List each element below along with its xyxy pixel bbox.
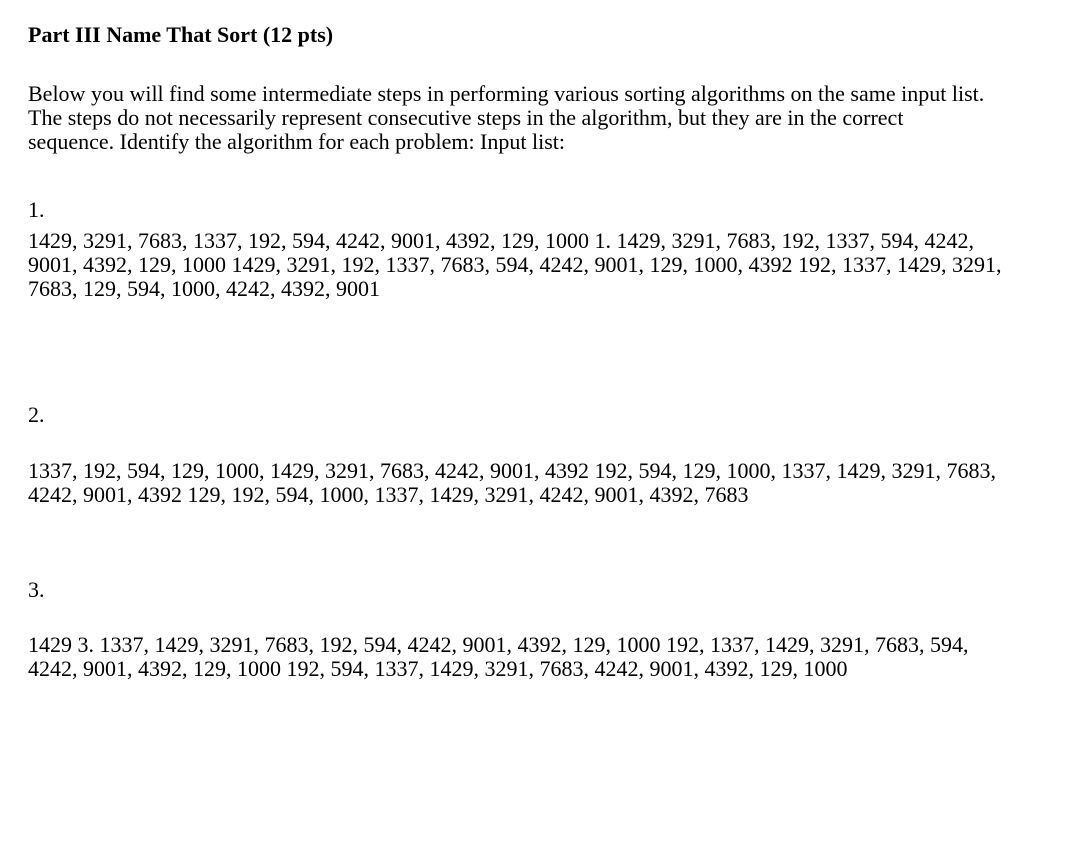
section-heading: Part III Name That Sort (12 pts) xyxy=(28,22,334,47)
problem-3-number: 3. xyxy=(28,577,45,602)
intro-paragraph: Below you will find some intermediate steps in performing various sorting algorithms on the same input list. The steps do not necessarily represent consecutive steps in the algorithm, but they are in the correct sequence. Identify the algorithm for each problem: Input list: xyxy=(28,81,985,154)
problem-1-steps: 1429, 3291, 7683, 1337, 192, 594, 4242, 9001, 4392, 129, 1000 1. 1429, 3291, 7683, 192, 1337, 594, 4242, 9001, 4392, 129, 1000 1429, 3291, 192, 1337, 7683, 594, 4242, 9001, 129, 1000, 4392 192, 1337, 1429, 3291, 7683, 129, 594, 1000, 4242, 4392, 9001 xyxy=(28,228,1002,301)
problem-2-steps: 1337, 192, 594, 129, 1000, 1429, 3291, 7683, 4242, 9001, 4392 192, 594, 129, 1000, 1337, 1429, 3291, 7683, 4242, 9001, 4392 129, 192, 594, 1000, 1337, 1429, 3291, 4242, 9001, 4392, 7683 xyxy=(28,458,996,507)
problem-3-steps: 1429 3. 1337, 1429, 3291, 7683, 192, 594, 4242, 9001, 4392, 129, 1000 192, 1337, 1429, 3291, 7683, 594, 4242, 9001, 4392, 129, 1000 192, 594, 1337, 1429, 3291, 7683, 4242, 9001, 4392, 129, 1000 xyxy=(28,632,969,681)
problem-2-number: 2. xyxy=(28,402,45,427)
problem-1-number: 1. xyxy=(28,197,45,222)
